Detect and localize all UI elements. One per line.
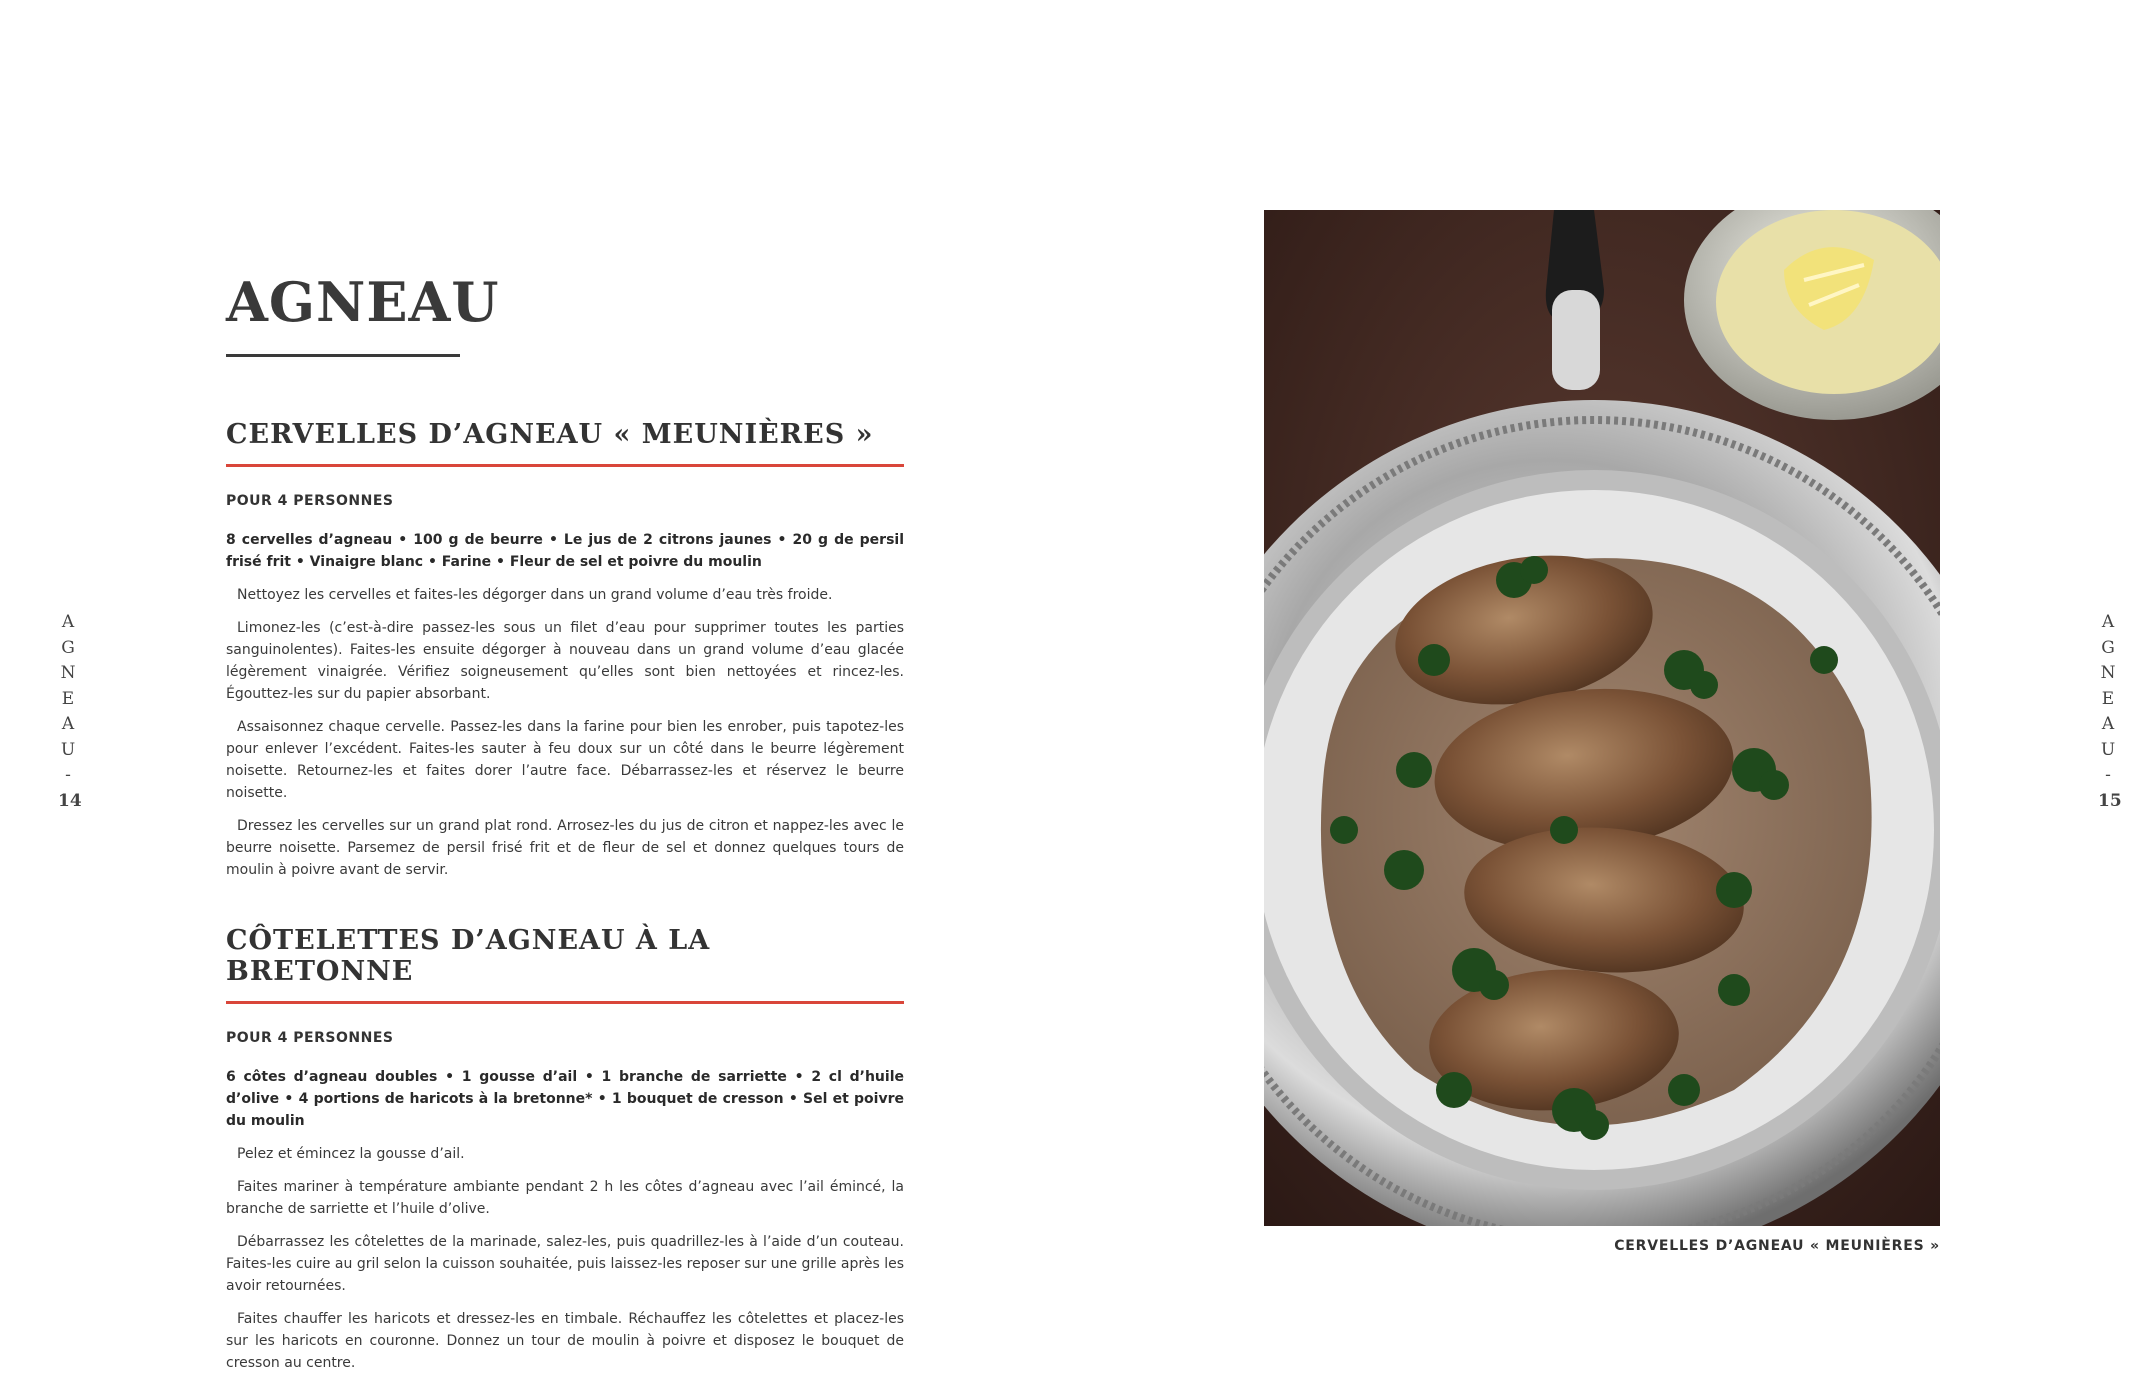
recipe-ingredients: 8 cervelles d’agneau • 100 g de beurre • Le jus de 2 citrons jaunes • 20 g de persil frisé frit • Vinaigre blanc • Farine • Fleur de sel et poivre du moulin: [226, 532, 904, 570]
recipe-servings: POUR 4 PERSONNES: [226, 1030, 394, 1046]
pan-handle-metal: [1552, 290, 1600, 390]
photo-caption: CERVELLES D’AGNEAU « MEUNIÈRES »: [1614, 1238, 1940, 1254]
running-head-letter: U: [2100, 739, 2116, 760]
chapter-title: AGNEAU: [226, 270, 460, 357]
running-head-letter: A: [61, 714, 75, 734]
recipe-servings: POUR 4 PERSONNES: [226, 493, 394, 509]
running-head-letter: -: [65, 765, 71, 785]
dish-photo: [1264, 210, 1940, 1226]
recipe-title: CERVELLES D’AGNEAU « MEUNIÈRES »: [226, 419, 904, 467]
running-head-letter: A: [2101, 612, 2115, 632]
page-number-right: 15: [2098, 790, 2122, 811]
recipe-step: Pelez et émincez la gousse d’ail.: [237, 1146, 465, 1162]
recipe-step: Faites chauffer les haricots et dressez-les en timbale. Réchauffez les côtelettes et placez-les sur les haricots en couronne. Donnez un tour de moulin à poivre et disposez le bouquet de cresson au centre.: [226, 1311, 904, 1371]
running-head-letter: G: [2101, 637, 2115, 658]
recipe-step: Faites mariner à température ambiante pendant 2 h les côtes d’agneau avec l’ail émincé, la branche de sarriette et l’huile d’olive.: [226, 1179, 904, 1217]
recipe-ingredients: 6 côtes d’agneau doubles • 1 gousse d’ail • 1 branche de sarriette • 2 cl d’huile d’olive • 4 portions de haricots à la bretonne* • 1 bouquet de cresson • Sel et poivre du moulin: [226, 1069, 904, 1129]
recipe-step: Nettoyez les cervelles et faites-les dégorger dans un grand volume d’eau très froide.: [237, 587, 833, 603]
recipe-cotelettes: [226, 925, 904, 1374]
recipe-title: CÔTELETTES D’AGNEAU À LA BRETONNE: [226, 925, 904, 1004]
running-head-letter: N: [60, 663, 76, 683]
running-head-letter: G: [61, 637, 75, 658]
recipe-step: Dressez les cervelles sur un grand plat rond. Arrosez-les du jus de citron et nappez-les avec le beurre noisette. Parsemez de persil frisé frit et de fleur de sel et donnez quelques tours de moulin à poivre avant de servir.: [226, 818, 904, 878]
running-head-letter: A: [2101, 714, 2115, 734]
running-head-letter: -: [2105, 765, 2111, 785]
running-head-letter: A: [61, 612, 75, 632]
running-head-letter: N: [2100, 663, 2116, 683]
running-head-left: [58, 610, 82, 814]
recipe-step: Limonez-les (c’est-à-dire passez-les sous un filet d’eau pour supprimer toutes les parties sanguinolentes). Faites-les ensuite dégorger à nouveau dans un grand volume d’eau glacée légèrement vinaigrée. Vérifiez soigneusement qu’elles sont bien nettoyées et rincez-les. Égouttez-les sur du papier absorbant.: [226, 620, 904, 702]
dish-photo-illustration: [1264, 210, 1940, 1226]
page-number-left: 14: [58, 790, 82, 811]
recipe-step: Débarrassez les côtelettes de la marinade, salez-les, puis quadrillez-les à l’aide d’un couteau. Faites-les cuire au gril selon la cuisson souhaitée, puis laissez-les reposer sur une grille après les avoir retournées.: [226, 1234, 904, 1294]
recipe-step: Assaisonnez chaque cervelle. Passez-les dans la farine pour bien les enrober, puis tapotez-les pour enlever l’excédent. Faites-les sauter à feu doux sur un côté dans le beurre légèrement noisette. Retournez-les et faites dorer l’autre face. Débarrassez-les et réservez le beurre noisette.: [226, 719, 904, 801]
recipe-cervelles: [226, 419, 904, 881]
running-head-letter: E: [61, 688, 75, 709]
running-head-letter: U: [60, 739, 76, 760]
running-head-right: [2098, 610, 2122, 814]
text-column: [226, 270, 904, 1374]
running-head-letter: E: [2101, 688, 2115, 709]
